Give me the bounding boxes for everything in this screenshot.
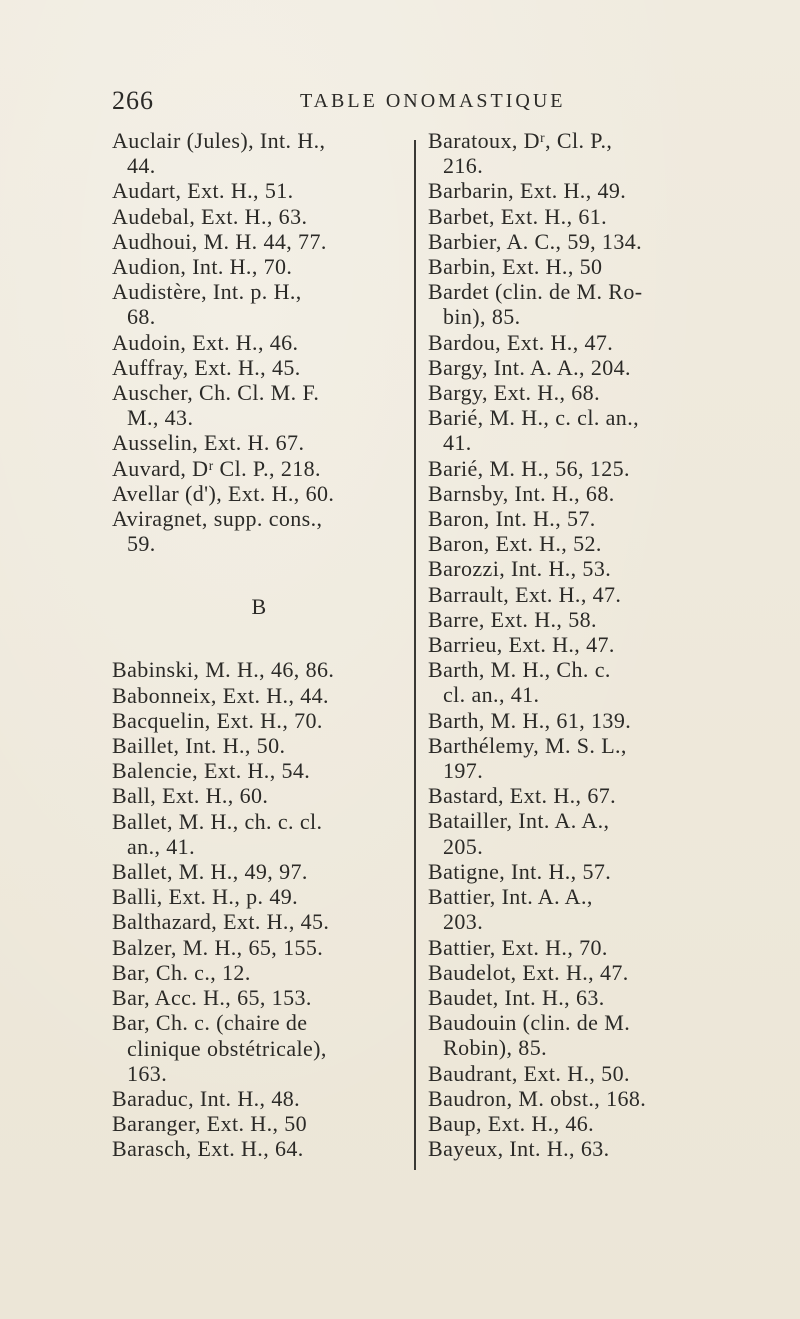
index-entry: Auffray, Ext. H., 45. xyxy=(112,354,301,380)
index-entry-continuation: 205. xyxy=(443,833,484,859)
index-entry-continuation: Robin), 85. xyxy=(443,1035,548,1061)
index-entry: Ballet, M. H., 49, 97. xyxy=(112,859,308,885)
index-entry: Barié, M. H., 56, 125. xyxy=(428,455,630,481)
index-entry: Barrault, Ext. H., 47. xyxy=(428,581,622,607)
index-entry: Baratoux, Dʳ, Cl. P., xyxy=(428,128,613,153)
index-entry: Ballet, M. H., ch. c. cl. xyxy=(112,808,323,834)
index-entry: Audoin, Ext. H., 46. xyxy=(112,329,299,355)
section-letter: B xyxy=(251,594,267,620)
index-entry: Barozzi, Int. H., 53. xyxy=(428,556,612,582)
index-entry-continuation: 216. xyxy=(443,153,484,179)
index-entry: Auvard, Dʳ Cl. P., 218. xyxy=(112,455,321,481)
index-entry: Baup, Ext. H., 46. xyxy=(428,1110,595,1136)
index-entry-continuation: 197. xyxy=(443,758,484,784)
index-entry: Batailler, Int. A. A., xyxy=(428,808,610,834)
index-entry: Bayeux, Int. H., 63. xyxy=(428,1136,610,1162)
index-entry-continuation: 163. xyxy=(127,1060,168,1086)
index-entry: Bargy, Ext. H., 68. xyxy=(428,380,600,406)
index-entry: Barth, M. H., Ch. c. xyxy=(428,657,611,683)
index-entry: Baron, Int. H., 57. xyxy=(428,506,596,532)
index-entry: Aviragnet, supp. cons., xyxy=(112,506,323,532)
index-entry: Barth, M. H., 61, 139. xyxy=(428,707,632,733)
index-entry-continuation: an., 41. xyxy=(127,833,195,859)
index-entry: Bar, Acc. H., 65, 153. xyxy=(112,985,312,1011)
index-entry: Barnsby, Int. H., 68. xyxy=(428,480,615,506)
index-entry: Bargy, Int. A. A., 204. xyxy=(428,354,631,380)
index-entry: Barbier, A. C., 59, 134. xyxy=(428,228,643,254)
index-entry: Avellar (d'), Ext. H., 60. xyxy=(112,480,335,506)
index-entry-continuation: 68. xyxy=(127,304,156,330)
index-entry: Balencie, Ext. H., 54. xyxy=(112,758,311,784)
index-entry: Balthazard, Ext. H., 45. xyxy=(112,909,330,935)
index-entry: Barasch, Ext. H., 64. xyxy=(112,1136,304,1162)
index-entry: Bardou, Ext. H., 47. xyxy=(428,329,614,355)
index-column-left xyxy=(112,128,412,1162)
index-entry: Auclair (Jules), Int. H., xyxy=(112,128,326,153)
index-entry: Barié, M. H., c. cl. an., xyxy=(428,405,639,431)
index-entry: Barthélemy, M. S. L., xyxy=(428,732,627,758)
index-entry: Bar, Ch. c. (chaire de xyxy=(112,1010,308,1036)
index-entry-continuation: cl. an., 41. xyxy=(443,682,540,708)
index-entry: Audistère, Int. p. H., xyxy=(112,279,302,305)
index-entry-continuation: bin), 85. xyxy=(443,304,521,330)
index-entry: Balzer, M. H., 65, 155. xyxy=(112,934,324,960)
index-entry-continuation: M., 43. xyxy=(127,405,194,431)
index-entry: Baudrant, Ext. H., 50. xyxy=(428,1060,630,1086)
index-entry: Babinski, M. H., 46, 86. xyxy=(112,657,335,683)
index-entry: Baudelot, Ext. H., 47. xyxy=(428,959,629,985)
index-entry: Baron, Ext. H., 52. xyxy=(428,531,602,557)
index-entry: Baraduc, Int. H., 48. xyxy=(112,1085,301,1111)
index-entry: Auscher, Ch. Cl. M. F. xyxy=(112,380,320,406)
page-number: 266 xyxy=(112,86,154,115)
index-entry: Bardet (clin. de M. Ro- xyxy=(428,279,643,305)
index-entry-continuation: 41. xyxy=(443,430,472,456)
index-entry: Baudron, M. obst., 168. xyxy=(428,1085,647,1111)
page-header xyxy=(112,86,752,116)
index-entry: Audion, Int. H., 70. xyxy=(112,254,293,280)
index-entry-continuation: 59. xyxy=(127,531,156,557)
index-entry: Audart, Ext. H., 51. xyxy=(112,178,294,204)
index-entry: Battier, Int. A. A., xyxy=(428,884,593,910)
index-entry: Balli, Ext. H., p. 49. xyxy=(112,884,299,910)
index-entry: Battier, Ext. H., 70. xyxy=(428,934,608,960)
index-entry: Ausselin, Ext. H. 67. xyxy=(112,430,305,456)
index-entry: Audhoui, M. H. 44, 77. xyxy=(112,228,327,254)
index-entry: Baranger, Ext. H., 50 xyxy=(112,1111,308,1137)
index-entry: Barbarin, Ext. H., 49. xyxy=(428,178,627,204)
index-entry-continuation: 44. xyxy=(127,153,156,179)
index-entry: Barbet, Ext. H., 61. xyxy=(428,203,608,229)
index-entry: Bacquelin, Ext. H., 70. xyxy=(112,707,323,733)
index-entry: Barbin, Ext. H., 50 xyxy=(428,254,603,280)
index-entry: Baillet, Int. H., 50. xyxy=(112,733,286,759)
index-entry: Ball, Ext. H., 60. xyxy=(112,783,269,809)
index-entry: Audebal, Ext. H., 63. xyxy=(112,203,308,229)
index-entry: Baudouin (clin. de M. xyxy=(428,1010,631,1036)
running-title: TABLE ONOMASTIQUE xyxy=(300,90,566,112)
index-entry: Babonneix, Ext. H., 44. xyxy=(112,682,329,708)
index-entry: Barre, Ext. H., 58. xyxy=(428,606,597,632)
index-entry-continuation: clinique obstétricale), xyxy=(127,1035,327,1061)
index-entry: Barrieu, Ext. H., 47. xyxy=(428,632,615,658)
index-entry: Batigne, Int. H., 57. xyxy=(428,858,612,884)
index-entry: Bastard, Ext. H., 67. xyxy=(428,783,617,809)
column-divider xyxy=(414,140,416,1170)
index-entry: Bar, Ch. c., 12. xyxy=(112,959,251,985)
index-entry-continuation: 203. xyxy=(443,909,484,935)
index-entry: Baudet, Int. H., 63. xyxy=(428,984,605,1010)
index-column-right xyxy=(428,128,728,1161)
